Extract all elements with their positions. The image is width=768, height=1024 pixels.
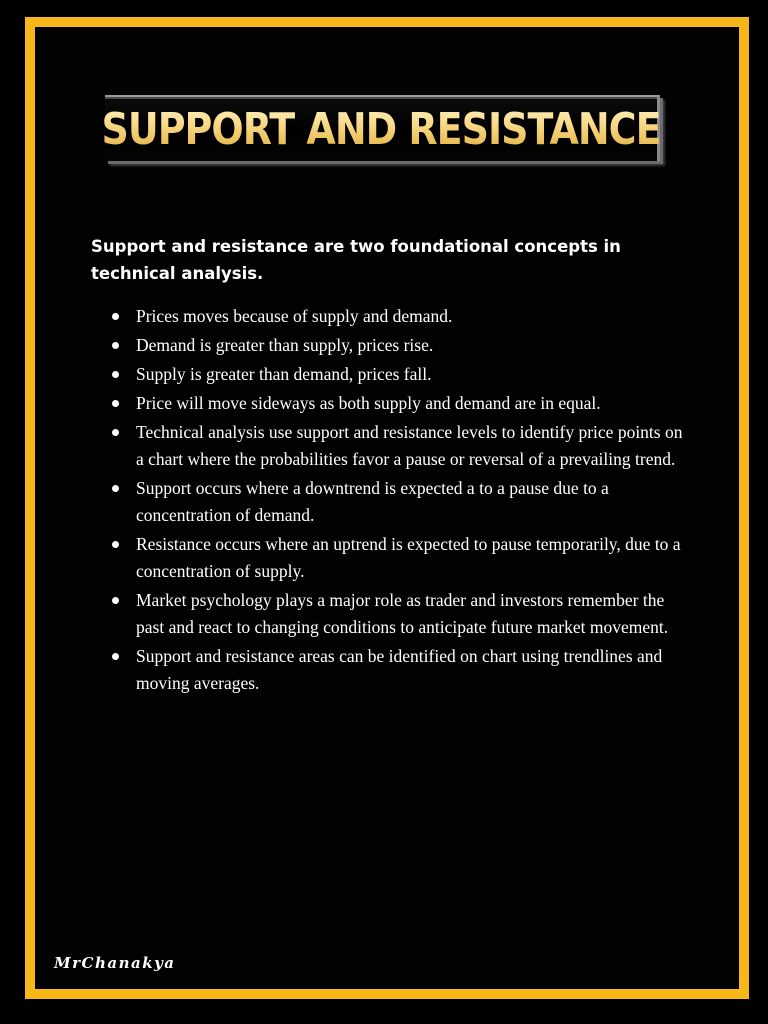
list-item-text: Support occurs where a downtrend is expected a to a pause due to a concentration of demand. xyxy=(136,478,609,525)
intro-paragraph: Support and resistance are two foundational concepts in technical analysis. xyxy=(91,237,621,283)
list-item xyxy=(110,587,690,641)
list-item xyxy=(110,390,690,417)
bullet-icon xyxy=(112,313,119,320)
list-item-text: Supply is greater than demand, prices fall. xyxy=(136,364,432,384)
list-item xyxy=(110,419,690,473)
bullet-icon xyxy=(112,371,119,378)
list-item xyxy=(110,475,690,529)
list-item xyxy=(110,643,690,697)
list-item-text: Technical analysis use support and resistance levels to identify price points on a chart where the probabilities favor a pause or reversal of a prevailing trend. xyxy=(136,422,683,469)
bullet-icon xyxy=(112,653,119,660)
list-item-text: Support and resistance areas can be identified on chart using trendlines and moving averages. xyxy=(136,646,663,693)
bullet-icon xyxy=(112,485,119,492)
bullet-icon xyxy=(112,429,119,436)
bullet-icon xyxy=(112,342,119,349)
list-item-text: Demand is greater than supply, prices rise. xyxy=(136,335,434,355)
list-item xyxy=(110,303,690,330)
list-item-text: Resistance occurs where an uptrend is expected to pause temporarily, due to a concentration of supply. xyxy=(136,534,681,581)
list-item xyxy=(110,361,690,388)
list-item xyxy=(110,332,690,359)
list-item xyxy=(110,531,690,585)
bullet-icon xyxy=(112,597,119,604)
author-signature: MrChanakya xyxy=(54,954,176,972)
list-item-text: Prices moves because of supply and demand. xyxy=(136,306,453,326)
title-banner xyxy=(101,95,661,161)
page-title: SUPPORT AND RESISTANCE xyxy=(101,103,661,155)
list-item-text: Market psychology plays a major role as trader and investors remember the past and react to changing conditions to anticipate future market movement. xyxy=(136,590,669,637)
bullet-icon xyxy=(112,541,119,548)
list-item-text: Price will move sideways as both supply and demand are in equal. xyxy=(136,393,601,413)
bullet-icon xyxy=(112,400,119,407)
bullet-list xyxy=(110,303,690,699)
